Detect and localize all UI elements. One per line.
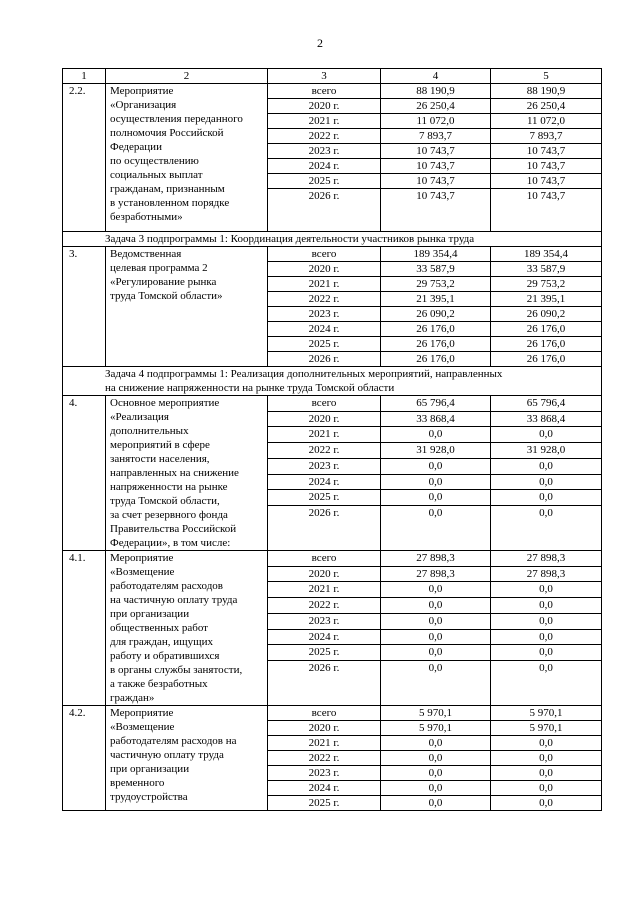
value-cell-col-5: 0,0 [491,766,602,781]
value-cell-col-5: 26 176,0 [491,337,602,352]
year-cell: 2024 г. [268,629,381,645]
value-cell-col-4: 0,0 [381,645,491,661]
value-cell-col-5: 10 743,7 [491,189,602,232]
value-cell-col-4: 0,0 [381,490,491,506]
header-cell-col-3: 3 [268,69,381,84]
item-number: 4.2. [63,706,106,811]
year-cell: 2021 г. [268,427,381,443]
value-cell-col-5: 0,0 [491,796,602,811]
value-cell-col-4: 0,0 [381,427,491,443]
table-row [63,247,602,262]
value-cell-col-5: 0,0 [491,490,602,506]
value-cell-col-5: 0,0 [491,598,602,614]
value-cell-col-5: 33 587,9 [491,262,602,277]
year-cell: 2020 г. [268,411,381,427]
item-name: Мероприятие «Организация осуществления переданного полномочия Российской Федерации по осуществлению социальных выплат гражданам, признанным в установленном порядке безработными» [106,84,268,232]
value-cell-col-4: 0,0 [381,736,491,751]
value-cell-col-4: 26 176,0 [381,352,491,367]
value-cell-col-4: 27 898,3 [381,566,491,582]
value-cell-col-5: 10 743,7 [491,174,602,189]
value-cell-col-5: 10 743,7 [491,144,602,159]
year-cell: 2023 г. [268,307,381,322]
value-cell-col-4: 0,0 [381,766,491,781]
value-cell-col-5: 0,0 [491,613,602,629]
year-cell: 2020 г. [268,99,381,114]
value-cell-col-5: 31 928,0 [491,443,602,459]
value-cell-col-5: 0,0 [491,736,602,751]
header-cell-col-2: 2 [106,69,268,84]
value-cell-col-4: 31 928,0 [381,443,491,459]
year-cell: всего [268,84,381,99]
table-row [63,551,602,567]
value-cell-col-5: 0,0 [491,660,602,705]
value-cell-col-5: 21 395,1 [491,292,602,307]
value-cell-col-5: 0,0 [491,781,602,796]
year-cell: 2022 г. [268,443,381,459]
value-cell-col-5: 0,0 [491,427,602,443]
value-cell-col-5: 26 176,0 [491,352,602,367]
item-number: 4. [63,396,106,551]
value-cell-col-4: 11 072,0 [381,114,491,129]
year-cell: 2024 г. [268,159,381,174]
item-number: 4.1. [63,551,106,706]
value-cell-col-4: 65 796,4 [381,396,491,412]
table-row [63,84,602,99]
value-cell-col-5: 0,0 [491,474,602,490]
value-cell-col-4: 10 743,7 [381,174,491,189]
year-cell: 2025 г. [268,337,381,352]
value-cell-col-4: 27 898,3 [381,551,491,567]
year-cell: 2026 г. [268,660,381,705]
item-name: Ведомственная целевая программа 2 «Регулирование рынка труда Томской области» [106,247,268,367]
value-cell-col-5: 27 898,3 [491,566,602,582]
year-cell: 2025 г. [268,796,381,811]
value-cell-col-5: 0,0 [491,629,602,645]
year-cell: 2022 г. [268,598,381,614]
year-cell: 2020 г. [268,566,381,582]
value-cell-col-4: 0,0 [381,660,491,705]
value-cell-col-4: 26 250,4 [381,99,491,114]
year-cell: 2021 г. [268,277,381,292]
year-cell: 2024 г. [268,322,381,337]
value-cell-col-4: 33 868,4 [381,411,491,427]
value-cell-col-4: 0,0 [381,582,491,598]
year-cell: всего [268,706,381,721]
value-cell-col-4: 5 970,1 [381,721,491,736]
value-cell-col-5: 7 893,7 [491,129,602,144]
header-row [63,69,602,84]
header-cell-col-5: 5 [491,69,602,84]
page-number: 2 [317,36,323,50]
value-cell-col-5: 65 796,4 [491,396,602,412]
year-cell: 2020 г. [268,262,381,277]
item-number: 2.2. [63,84,106,232]
value-cell-col-5: 10 743,7 [491,159,602,174]
item-name: Основное мероприятие «Реализация дополнительных мероприятий в сфере занятости населения, направленных на снижение напряженности на рынке труда Томской области, за счет резервного фонда Правительства Российской Федерации», в том числе: [106,396,268,551]
header-cell-col-1: 1 [63,69,106,84]
year-cell: 2025 г. [268,490,381,506]
value-cell-col-5: 33 868,4 [491,411,602,427]
value-cell-col-4: 26 176,0 [381,322,491,337]
value-cell-col-4: 10 743,7 [381,159,491,174]
year-cell: 2021 г. [268,736,381,751]
year-cell: 2021 г. [268,114,381,129]
value-cell-col-4: 0,0 [381,781,491,796]
value-cell-col-5: 26 176,0 [491,322,602,337]
value-cell-col-4: 33 587,9 [381,262,491,277]
item-name: Мероприятие «Возмещение работодателям расходов на частичную оплату труда при организации общественных работ для граждан, ищущих работу и обратившихся в органы службы занятости, а также безработных граждан» [106,551,268,706]
value-cell-col-5: 26 250,4 [491,99,602,114]
value-cell-col-5: 11 072,0 [491,114,602,129]
task-heading: Задача 3 подпрограммы 1: Координация деятельности участников рынка труда [63,232,602,247]
budget-table [62,68,602,811]
year-cell: 2022 г. [268,292,381,307]
value-cell-col-4: 0,0 [381,598,491,614]
value-cell-col-4: 0,0 [381,751,491,766]
year-cell: 2025 г. [268,645,381,661]
year-cell: 2020 г. [268,721,381,736]
value-cell-col-4: 7 893,7 [381,129,491,144]
item-name: Мероприятие «Возмещение работодателям расходов на частичную оплату труда при организации временного трудоустройства [106,706,268,811]
value-cell-col-4: 0,0 [381,796,491,811]
item-number: 3. [63,247,106,367]
value-cell-col-5: 0,0 [491,505,602,550]
value-cell-col-5: 27 898,3 [491,551,602,567]
year-cell: 2023 г. [268,766,381,781]
year-cell: 2021 г. [268,582,381,598]
task-row [63,367,602,396]
value-cell-col-4: 0,0 [381,613,491,629]
year-cell: 2025 г. [268,174,381,189]
value-cell-col-4: 0,0 [381,458,491,474]
value-cell-col-4: 5 970,1 [381,706,491,721]
header-cell-col-4: 4 [381,69,491,84]
value-cell-col-5: 5 970,1 [491,706,602,721]
year-cell: всего [268,396,381,412]
value-cell-col-5: 26 090,2 [491,307,602,322]
value-cell-col-4: 0,0 [381,505,491,550]
year-cell: 2023 г. [268,144,381,159]
year-cell: 2026 г. [268,189,381,232]
year-cell: всего [268,247,381,262]
value-cell-col-4: 10 743,7 [381,144,491,159]
task-row [63,232,602,247]
year-cell: 2024 г. [268,474,381,490]
year-cell: 2024 г. [268,781,381,796]
value-cell-col-5: 0,0 [491,645,602,661]
task-heading: Задача 4 подпрограммы 1: Реализация дополнительных мероприятий, направленных на снижение напряженности на рынке труда Томской области [63,367,602,396]
year-cell: 2022 г. [268,751,381,766]
year-cell: 2026 г. [268,352,381,367]
value-cell-col-5: 88 190,9 [491,84,602,99]
value-cell-col-4: 0,0 [381,629,491,645]
value-cell-col-5: 0,0 [491,751,602,766]
value-cell-col-5: 0,0 [491,582,602,598]
value-cell-col-4: 189 354,4 [381,247,491,262]
table-row [63,396,602,412]
year-cell: 2022 г. [268,129,381,144]
value-cell-col-4: 26 176,0 [381,337,491,352]
table-row [63,706,602,721]
value-cell-col-5: 189 354,4 [491,247,602,262]
year-cell: 2023 г. [268,458,381,474]
value-cell-col-4: 10 743,7 [381,189,491,232]
year-cell: всего [268,551,381,567]
value-cell-col-5: 5 970,1 [491,721,602,736]
year-cell: 2026 г. [268,505,381,550]
value-cell-col-5: 29 753,2 [491,277,602,292]
value-cell-col-5: 0,0 [491,458,602,474]
value-cell-col-4: 29 753,2 [381,277,491,292]
value-cell-col-4: 21 395,1 [381,292,491,307]
value-cell-col-4: 26 090,2 [381,307,491,322]
year-cell: 2023 г. [268,613,381,629]
value-cell-col-4: 0,0 [381,474,491,490]
value-cell-col-4: 88 190,9 [381,84,491,99]
